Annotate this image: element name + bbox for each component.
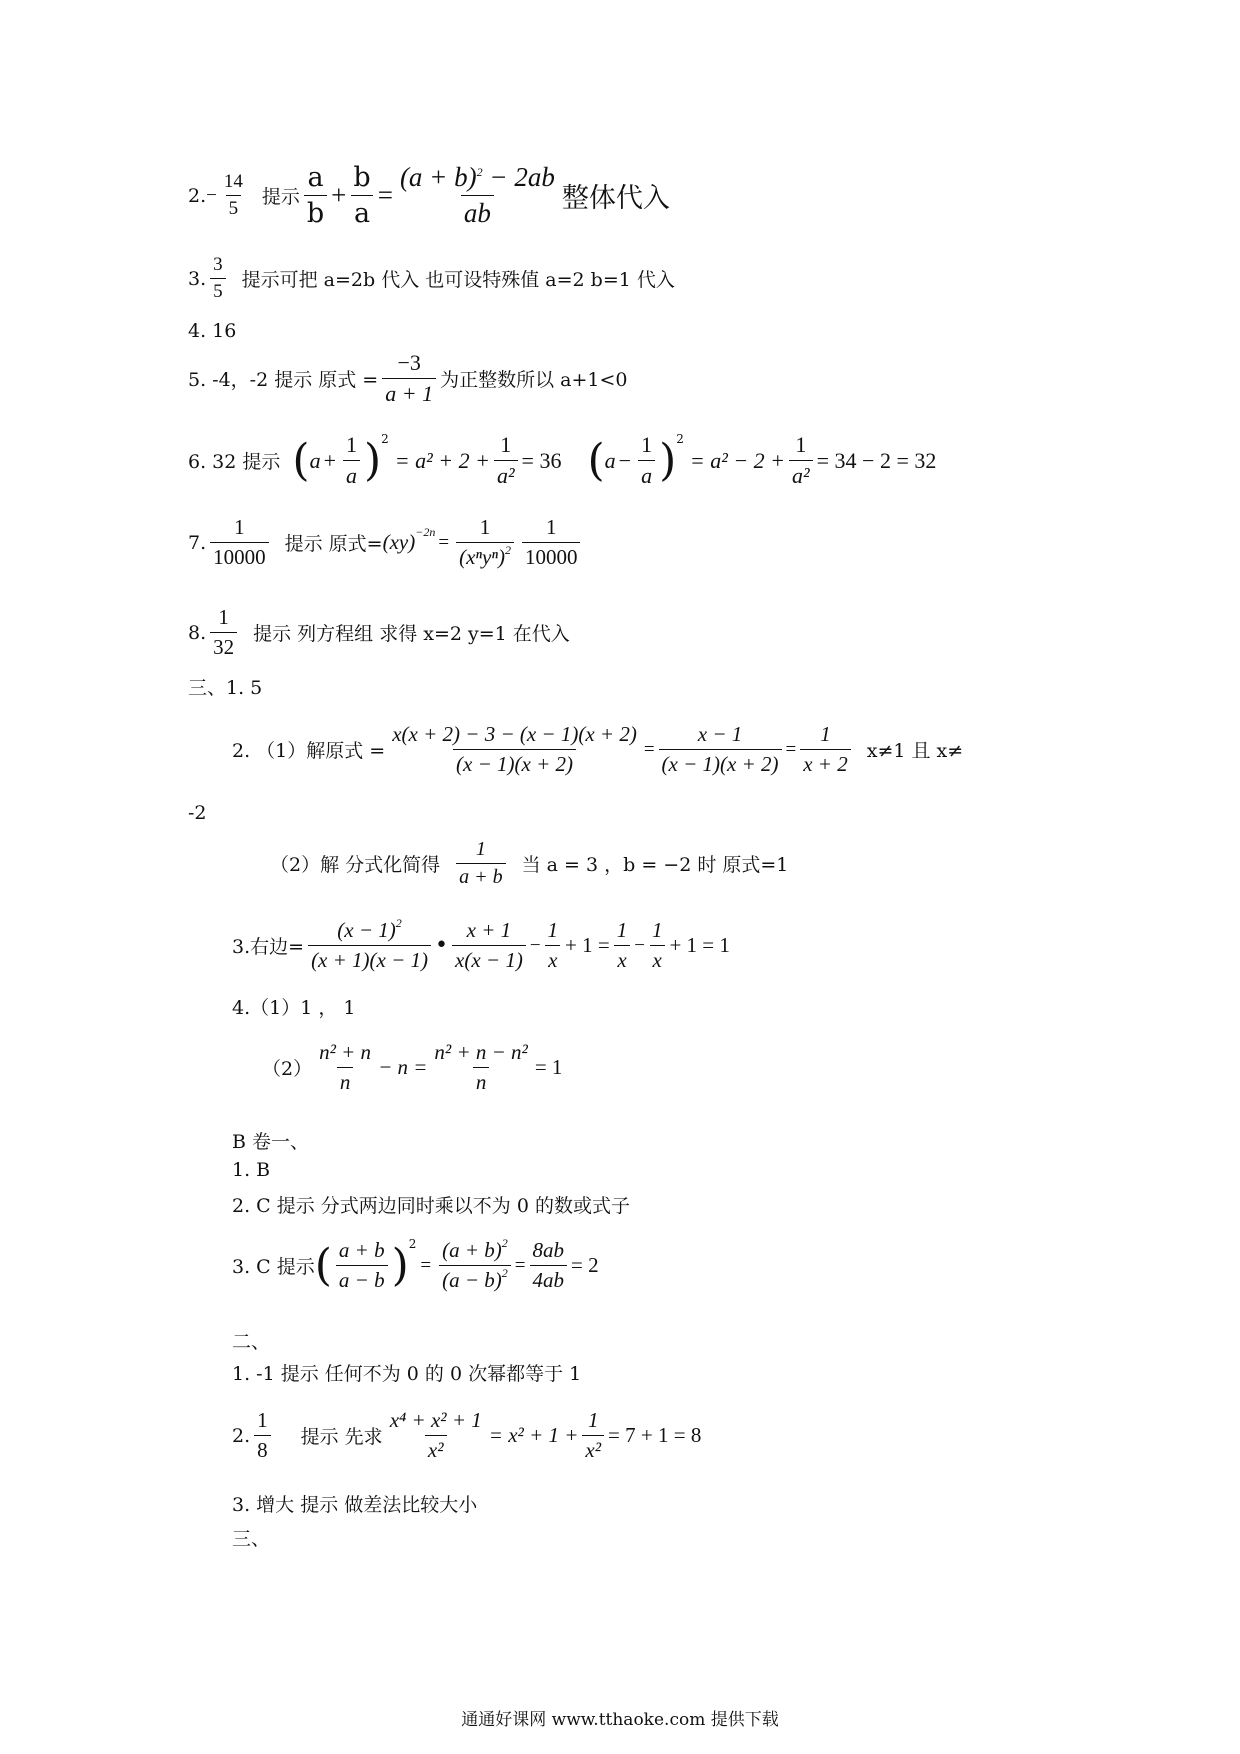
equals-sign: = — [438, 531, 450, 553]
exponent: 2 — [381, 431, 389, 446]
fraction — [389, 722, 640, 777]
equals-sign: = — [643, 738, 655, 760]
answer-text: 1. -1 提示 任何不为 0 的 0 次幂都等于 1 — [232, 1363, 582, 1385]
answer-8 — [188, 605, 570, 660]
section-heading: 二、 — [232, 1331, 271, 1353]
numerator: 1 — [547, 918, 559, 942]
denominator: x — [614, 945, 629, 973]
exponent: 2 — [676, 431, 684, 446]
exponent: 2 — [408, 1236, 417, 1251]
equals-sign: = — [420, 1254, 432, 1276]
numerator: 1 — [475, 838, 486, 860]
result: + 1 = 1 — [669, 933, 730, 957]
numerator: −3 — [397, 350, 421, 375]
numerator — [334, 918, 404, 945]
fraction — [530, 1238, 568, 1293]
numerator: 1 — [500, 432, 512, 457]
denominator: n — [473, 1067, 490, 1095]
exponent: 2 — [501, 1236, 508, 1250]
numerator: x⁴ + x² + 1 — [389, 1408, 482, 1432]
answer-6: 6. 32 提示 ( a + $\frac{1}{a}$ ) 2 = a² + 2 + $\frac{1}{\text{a²}}$ = 36 ( a − $\frac{1}{a}$ ) 2 = a² − 2 + $\frac{1}{\text{a²}}$ = 34 − 2 = 32 — [188, 431, 937, 488]
hint-label: 提示 原式= — [284, 533, 383, 555]
answer-7 — [188, 515, 584, 570]
item-number: 2. — [232, 1424, 251, 1447]
answer-text: 三、1. 5 — [188, 677, 263, 699]
numerator: 1 — [651, 918, 663, 942]
denominator: a — [343, 460, 360, 489]
minus-sign: − — [634, 934, 645, 956]
variable: a — [309, 447, 321, 473]
item-number: 8. — [188, 621, 207, 644]
fraction — [382, 350, 436, 407]
section-3-item-2-1 — [232, 722, 963, 777]
condition: x≠1 且 x≠ — [866, 740, 964, 762]
item-number: 2. — [188, 184, 207, 207]
answer-text: 4.（1）1 ， 1 — [232, 997, 356, 1019]
section-3-item-1 — [188, 673, 262, 700]
minus-sign: − — [618, 447, 632, 473]
answer-text: 1. B — [232, 1159, 271, 1181]
answer-prefix: 3.右边= — [232, 936, 305, 958]
numerator: 3 — [213, 254, 223, 275]
answer-5 — [188, 350, 627, 407]
b-section-2-item-3 — [232, 1490, 477, 1517]
page-footer: 通通好课网 www.tthaoke.com 提供下载 — [461, 1710, 779, 1730]
fraction — [545, 918, 562, 973]
fraction — [522, 515, 581, 570]
result: = 7 + 1 = 8 — [608, 1423, 702, 1447]
fraction — [431, 1040, 530, 1095]
numerator: x(x + 2) − 3 − (x − 1)(x + 2) — [392, 722, 637, 746]
answer-fraction — [210, 605, 237, 660]
fraction — [614, 918, 631, 973]
denominator — [456, 542, 514, 570]
denominator: (x − 1)(x + 2) — [453, 749, 576, 777]
fraction — [494, 432, 518, 489]
denominator: 5 — [210, 278, 226, 303]
section-heading: B 卷一、 — [232, 1131, 310, 1153]
expression: + 1 = — [565, 933, 610, 957]
section-3-item-2-wrap — [188, 802, 207, 824]
denominator: a — [351, 195, 373, 229]
answer-prefix: （2） — [262, 1058, 313, 1080]
fraction — [387, 1408, 485, 1463]
fraction — [308, 918, 431, 973]
wrapped-text: -2 — [188, 802, 207, 824]
result: = 2 — [571, 1253, 599, 1277]
expression: = x² + 1 + — [488, 1423, 579, 1447]
exponent: −2n — [415, 525, 436, 539]
numerator: 1 — [616, 918, 628, 942]
expression: = a² − 2 + — [689, 447, 786, 473]
equals-sign: = — [377, 180, 393, 210]
b-section-2-item-2 — [232, 1408, 701, 1463]
section-3-item-4-1 — [232, 993, 355, 1020]
answer-text: 3. 增大 提示 做差法比较大小 — [232, 1494, 478, 1516]
denominator: (x − 1)(x + 2) — [659, 749, 782, 777]
frac-a-over-b — [304, 162, 327, 229]
denominator-base: (xⁿyⁿ) — [459, 545, 505, 569]
hint-label: 提示 — [261, 186, 300, 208]
fraction — [638, 432, 655, 489]
frac-identity — [397, 162, 558, 229]
minus-sign: − — [529, 934, 541, 956]
denominator: 10000 — [210, 542, 269, 570]
denominator — [439, 1265, 511, 1293]
answer-prefix: 5. -4，-2 提示 原式 = — [188, 369, 379, 391]
hint-text: 提示 列方程组 求得 x=2 y=1 在代入 — [253, 623, 570, 645]
hint-label: 提示 先求 — [300, 1426, 383, 1448]
answer-fraction — [210, 254, 226, 303]
plus-sign: + — [331, 180, 347, 210]
b-section-2-heading — [232, 1327, 270, 1354]
fraction — [649, 918, 666, 973]
exponent: 2 — [504, 543, 511, 557]
b-item-3: 3. C 提示 ( $\frac{a + b}{a - b}$ ) 2 = $\frac{(a + b)^2}{(a - b)^2}$ = $\frac{8ab}{4ab}$ = 2 — [232, 1236, 599, 1292]
numerator-part: (a + b) — [399, 162, 477, 192]
answer-2 — [188, 162, 670, 229]
denominator: 8 — [254, 1435, 271, 1463]
numerator: 1 — [820, 722, 831, 746]
numerator: b — [353, 162, 371, 193]
denominator: 10000 — [522, 542, 581, 570]
denominator: x² — [582, 1435, 604, 1463]
frac-b-over-a — [350, 162, 373, 229]
section-heading: 三、 — [232, 1528, 271, 1550]
numerator-base: (x − 1) — [337, 918, 396, 942]
item-number: 7. — [188, 531, 207, 554]
denominator: 4ab — [530, 1265, 568, 1293]
fraction — [800, 722, 851, 777]
sign: − — [206, 184, 217, 206]
answer-4 — [188, 320, 236, 342]
item-number: 3. — [188, 267, 207, 290]
equals-sign: = — [785, 738, 797, 760]
section-3-item-4-2 — [262, 1040, 562, 1095]
denominator: a − b — [336, 1265, 388, 1293]
fraction — [439, 1238, 511, 1293]
denominator: x + 2 — [800, 749, 851, 777]
numerator: a + b — [338, 1238, 385, 1262]
denominator: a² — [789, 460, 813, 489]
answer-prefix: 3. C 提示 — [232, 1256, 315, 1278]
expression: = a² + 2 + — [394, 447, 490, 473]
numerator: 1 — [345, 432, 357, 457]
fraction — [582, 1408, 604, 1463]
b-item-2 — [232, 1191, 630, 1218]
answer-prefix: （2）解 分式化简得 — [270, 854, 441, 876]
denominator: (x + 1)(x − 1) — [308, 945, 431, 973]
fraction — [456, 838, 506, 889]
variable: a — [604, 447, 616, 473]
denominator: x² — [425, 1435, 447, 1463]
plus-sign: + — [323, 447, 336, 473]
b-section-2-item-1 — [232, 1359, 581, 1386]
hint-tail: 整体代入 — [561, 183, 670, 214]
denominator: a + b — [456, 863, 506, 889]
result: = 36 — [521, 447, 562, 473]
answer-fraction — [254, 1408, 271, 1463]
denominator-base: (a − b) — [442, 1268, 502, 1292]
answer-fraction — [210, 515, 269, 570]
numerator: 1 — [795, 432, 807, 457]
denominator: n — [337, 1067, 354, 1095]
denominator: x — [650, 945, 665, 973]
numerator — [439, 1238, 511, 1265]
answer-text: 2. C 提示 分式两边同时乘以不为 0 的数或式子 — [232, 1195, 630, 1217]
answer-prefix: 2. （1）解原式 = — [232, 740, 386, 762]
denominator: a — [638, 460, 655, 489]
numerator: 1 — [234, 515, 245, 539]
numerator: 14 — [223, 171, 243, 192]
numerator — [397, 162, 558, 195]
fraction — [316, 1040, 374, 1095]
denominator: 5 — [226, 195, 242, 220]
fraction — [452, 918, 526, 973]
denominator: x — [545, 945, 560, 973]
exponent: 2 — [501, 1266, 508, 1280]
denominator: a² — [494, 460, 518, 489]
base: (xy) — [382, 530, 416, 554]
b-section-3-heading — [232, 1524, 270, 1551]
numerator: 1 — [641, 432, 653, 457]
denominator: ab — [461, 195, 494, 229]
fraction — [789, 432, 813, 489]
fraction — [659, 722, 782, 777]
numerator: n² + n — [319, 1040, 372, 1064]
fraction — [456, 515, 514, 570]
answer-prefix: 6. 32 提示 — [188, 451, 281, 473]
result: = 34 − 2 = 32 — [816, 447, 937, 473]
b-header — [232, 1127, 309, 1154]
section-3-item-2-2 — [270, 838, 788, 889]
denominator: a + 1 — [382, 378, 436, 407]
b-item-1 — [232, 1159, 270, 1181]
equals-sign: = — [514, 1254, 526, 1276]
numerator-base: (a + b) — [442, 1238, 502, 1262]
numerator: a — [307, 162, 324, 193]
denominator: b — [304, 195, 327, 229]
fraction — [336, 1238, 388, 1293]
denominator: 32 — [210, 632, 237, 660]
fraction — [343, 432, 360, 489]
exponent: 2 — [395, 916, 402, 930]
answer-fraction — [221, 171, 246, 220]
result: = 1 — [534, 1055, 563, 1079]
numerator: 1 — [479, 515, 491, 539]
section-3-item-3 — [232, 918, 730, 973]
numerator: 1 — [587, 1408, 599, 1432]
hint-tail: 为正整数所以 a+1<0 — [440, 369, 628, 391]
hint-text: 提示可把 a=2b 代入 也可设特殊值 a=2 b=1 代入 — [241, 269, 675, 291]
numerator: 1 — [218, 605, 229, 629]
numerator: x − 1 — [697, 722, 743, 746]
numerator-part: − 2ab — [482, 162, 555, 192]
numerator: x + 1 — [466, 918, 512, 942]
exponent: 2 — [476, 165, 483, 179]
condition: 当 a = 3 ，b = −2 时 原式=1 — [521, 854, 789, 876]
numerator: 1 — [545, 515, 557, 539]
answer-3 — [188, 254, 675, 303]
numerator: 1 — [257, 1408, 268, 1432]
numerator: n² + n − n² — [434, 1040, 528, 1064]
multiply-dot: • — [435, 933, 449, 958]
numerator: 8ab — [532, 1238, 565, 1262]
answer-text: 4. 16 — [188, 320, 237, 342]
expression: − n = — [378, 1055, 428, 1079]
denominator: x(x − 1) — [452, 945, 526, 973]
